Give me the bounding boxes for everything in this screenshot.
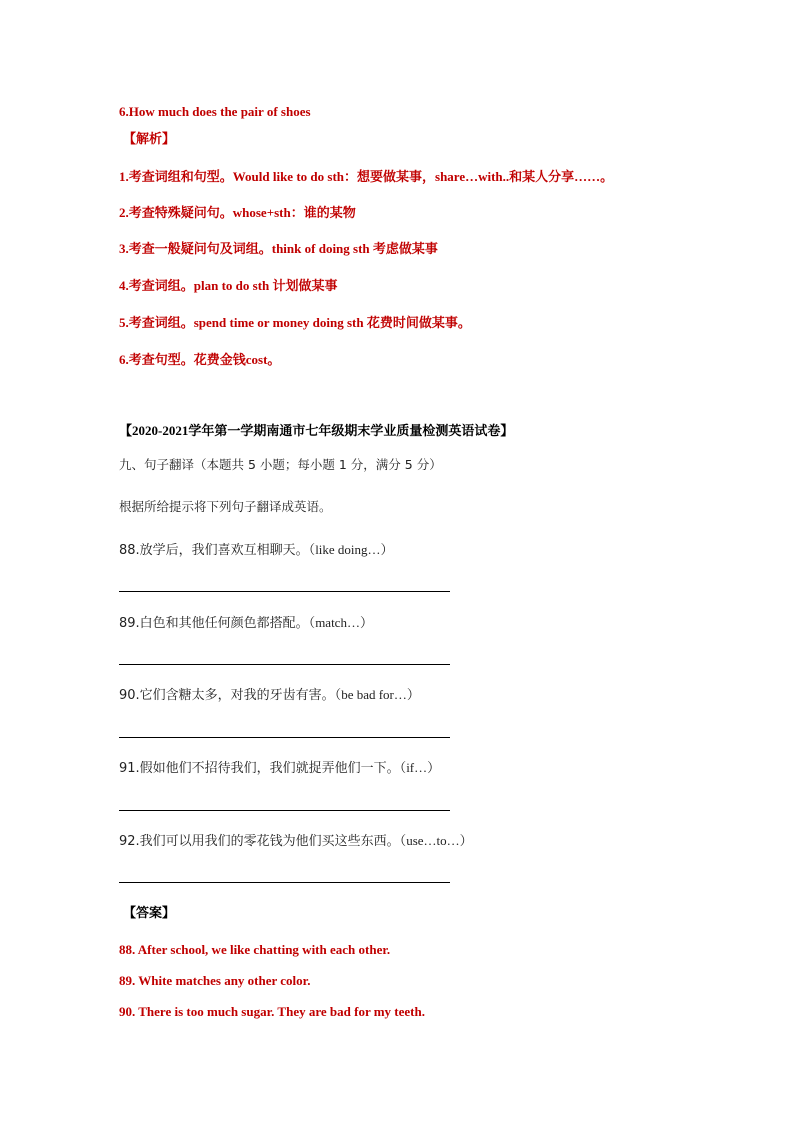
analysis-point-6: 6.考查句型。花费金钱cost。 bbox=[119, 352, 281, 367]
question-92-cn: 92.我们可以用我们的零花钱为他们买这些东西。（ bbox=[119, 834, 407, 849]
question-88-close: ） bbox=[380, 543, 394, 558]
answer-90: 90. There is too much sugar. They are bad for my teeth. bbox=[119, 1004, 425, 1019]
question-88-hint: like doing… bbox=[315, 542, 381, 557]
answer-line-90 bbox=[119, 737, 450, 738]
question-89-close: ） bbox=[359, 616, 373, 631]
question-88 bbox=[119, 543, 394, 557]
analysis-point-5: 5.考查词组。spend time or money doing sth 花费时间做某事。 bbox=[119, 315, 471, 330]
question-91-close: ） bbox=[427, 761, 441, 776]
analysis-point-1: 1.考查词组和句型。Would like to do sth：想要做某事，share…with..和某人分享……。 bbox=[119, 169, 614, 184]
question-90 bbox=[119, 688, 420, 702]
analysis-point-4: 4.考查词组。plan to do sth 计划做某事 bbox=[119, 278, 338, 293]
exam-title: 【2020-2021学年第一学期南通市七年级期末学业质量检测英语试卷】 bbox=[119, 423, 514, 438]
analysis-point-3: 3.考查一般疑问句及词组。think of doing sth 考虑做某事 bbox=[119, 241, 438, 256]
answer-line-88 bbox=[119, 591, 450, 592]
question-92-close: ） bbox=[459, 834, 473, 849]
question-92-hint: use…to… bbox=[406, 833, 460, 848]
question-90-close: ） bbox=[406, 688, 420, 703]
question-89-cn: 89.白色和其他任何颜色都搭配。（ bbox=[119, 616, 316, 631]
question-90-cn: 90.它们含糖太多，对我的牙齿有害。（ bbox=[119, 688, 342, 703]
instruction-text: 根据所给提示将下列句子翻译成英语。 bbox=[119, 499, 332, 514]
analysis-header: 【解析】 bbox=[123, 131, 176, 146]
answer-line-91 bbox=[119, 810, 450, 811]
answer-88: 88. After school, we like chatting with each other. bbox=[119, 942, 391, 957]
answer-89: 89. White matches any other color. bbox=[119, 973, 311, 988]
answer-line-92 bbox=[119, 882, 450, 883]
question-88-cn: 88.放学后，我们喜欢互相聊天。（ bbox=[119, 543, 316, 558]
question-91 bbox=[119, 761, 440, 775]
question-90-hint: be bad for… bbox=[341, 687, 407, 702]
answer-line-89 bbox=[119, 664, 450, 665]
question-91-cn: 91.假如他们不招待我们，我们就捉弄他们一下。（ bbox=[119, 761, 407, 776]
answers-header: 【答案】 bbox=[123, 905, 176, 920]
question-89 bbox=[119, 616, 373, 630]
question-89-hint: match… bbox=[315, 615, 360, 630]
question-6-text: 6.How much does the pair of shoes bbox=[119, 104, 311, 119]
question-91-hint: if… bbox=[406, 760, 428, 775]
section-heading: 九、句子翻译（本题共 5 小题；每小题 1 分，满分 5 分） bbox=[119, 457, 442, 472]
analysis-point-2: 2.考查特殊疑问句。whose+sth：谁的某物 bbox=[119, 205, 356, 220]
question-92 bbox=[119, 834, 473, 848]
